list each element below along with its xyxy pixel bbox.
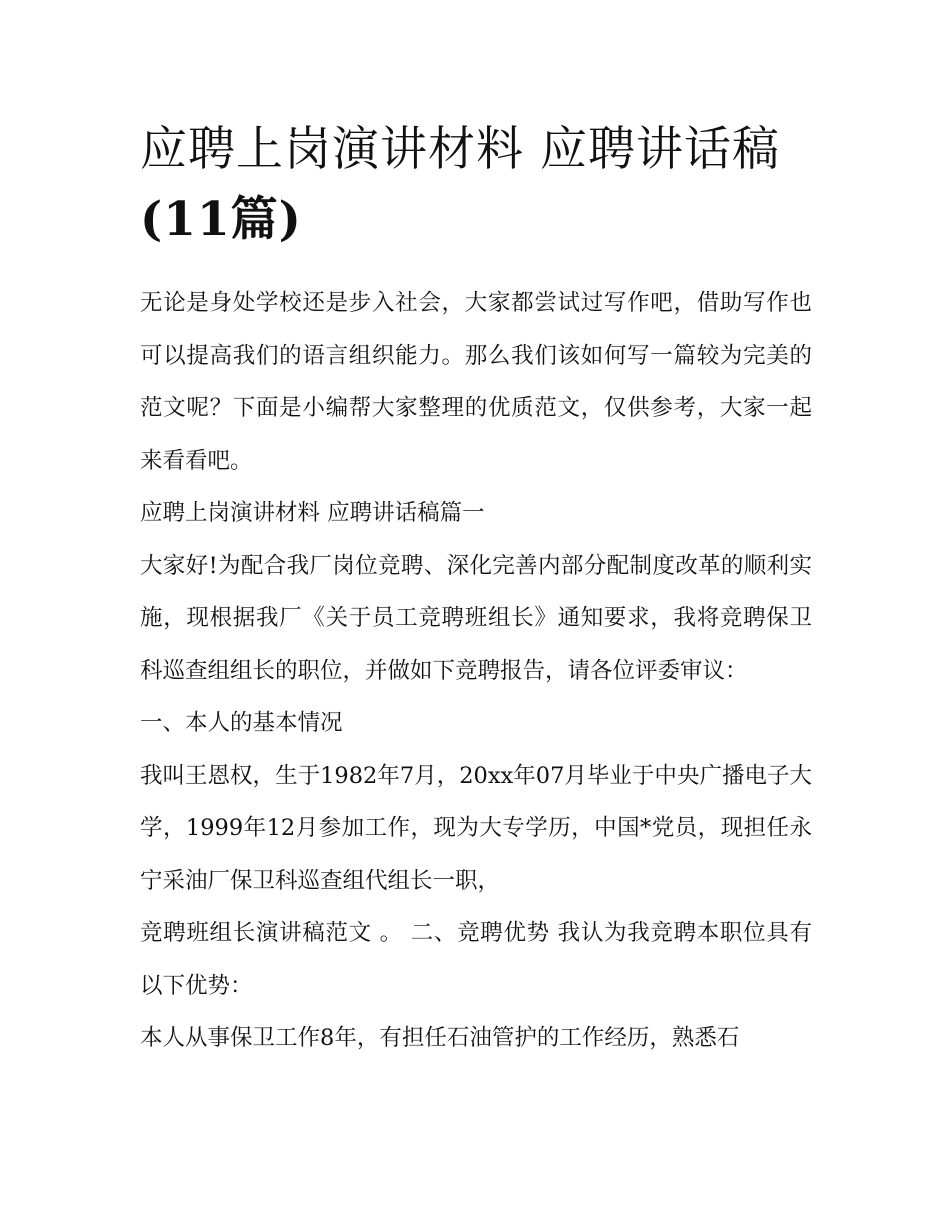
document-title (140, 115, 812, 255)
subsection-heading: 一、本人的基本情况 (140, 710, 343, 736)
document-title-count: (11篇) (140, 192, 302, 247)
body-paragraph: 我叫王恩权，生于1982年7月，20xx年07月毕业于中央广播电子大学，1999年12月参加工作，现为大专学历，中国*党员，现担任永宁采油厂保卫科巡查组代组长一职， (140, 762, 812, 894)
intro-paragraph: 无论是身处学校还是步入社会，大家都尝试过写作吧，借助写作也可以提高我们的语言组织能力。那么我们该如何写一篇较为完美的范文呢？下面是小编帮大家整理的优质范文，仅供参考，大家一起来看看吧。 (140, 290, 812, 474)
document-page (140, 115, 812, 1065)
body-paragraph: 本人从事保卫工作8年，有担任石油管护的工作经历，熟悉石 (140, 1025, 740, 1051)
body-paragraph: 竞聘班组长演讲稿范文 。 二、竞聘优势 我认为我竞聘本职位具有以下优势： (140, 920, 812, 999)
section-heading: 应聘上岗演讲材料 应聘讲话稿篇一 (140, 500, 485, 526)
document-title-main: 应聘上岗演讲材料 应聘讲话稿 (140, 122, 780, 177)
body-paragraph: 大家好!为配合我厂岗位竞聘、深化完善内部分配制度改革的顺利实施，现根据我厂《关于员工竞聘班组长》通知要求，我将竞聘保卫科巡查组组长的职位，并做如下竞聘报告，请各位评委审议： (140, 552, 812, 684)
